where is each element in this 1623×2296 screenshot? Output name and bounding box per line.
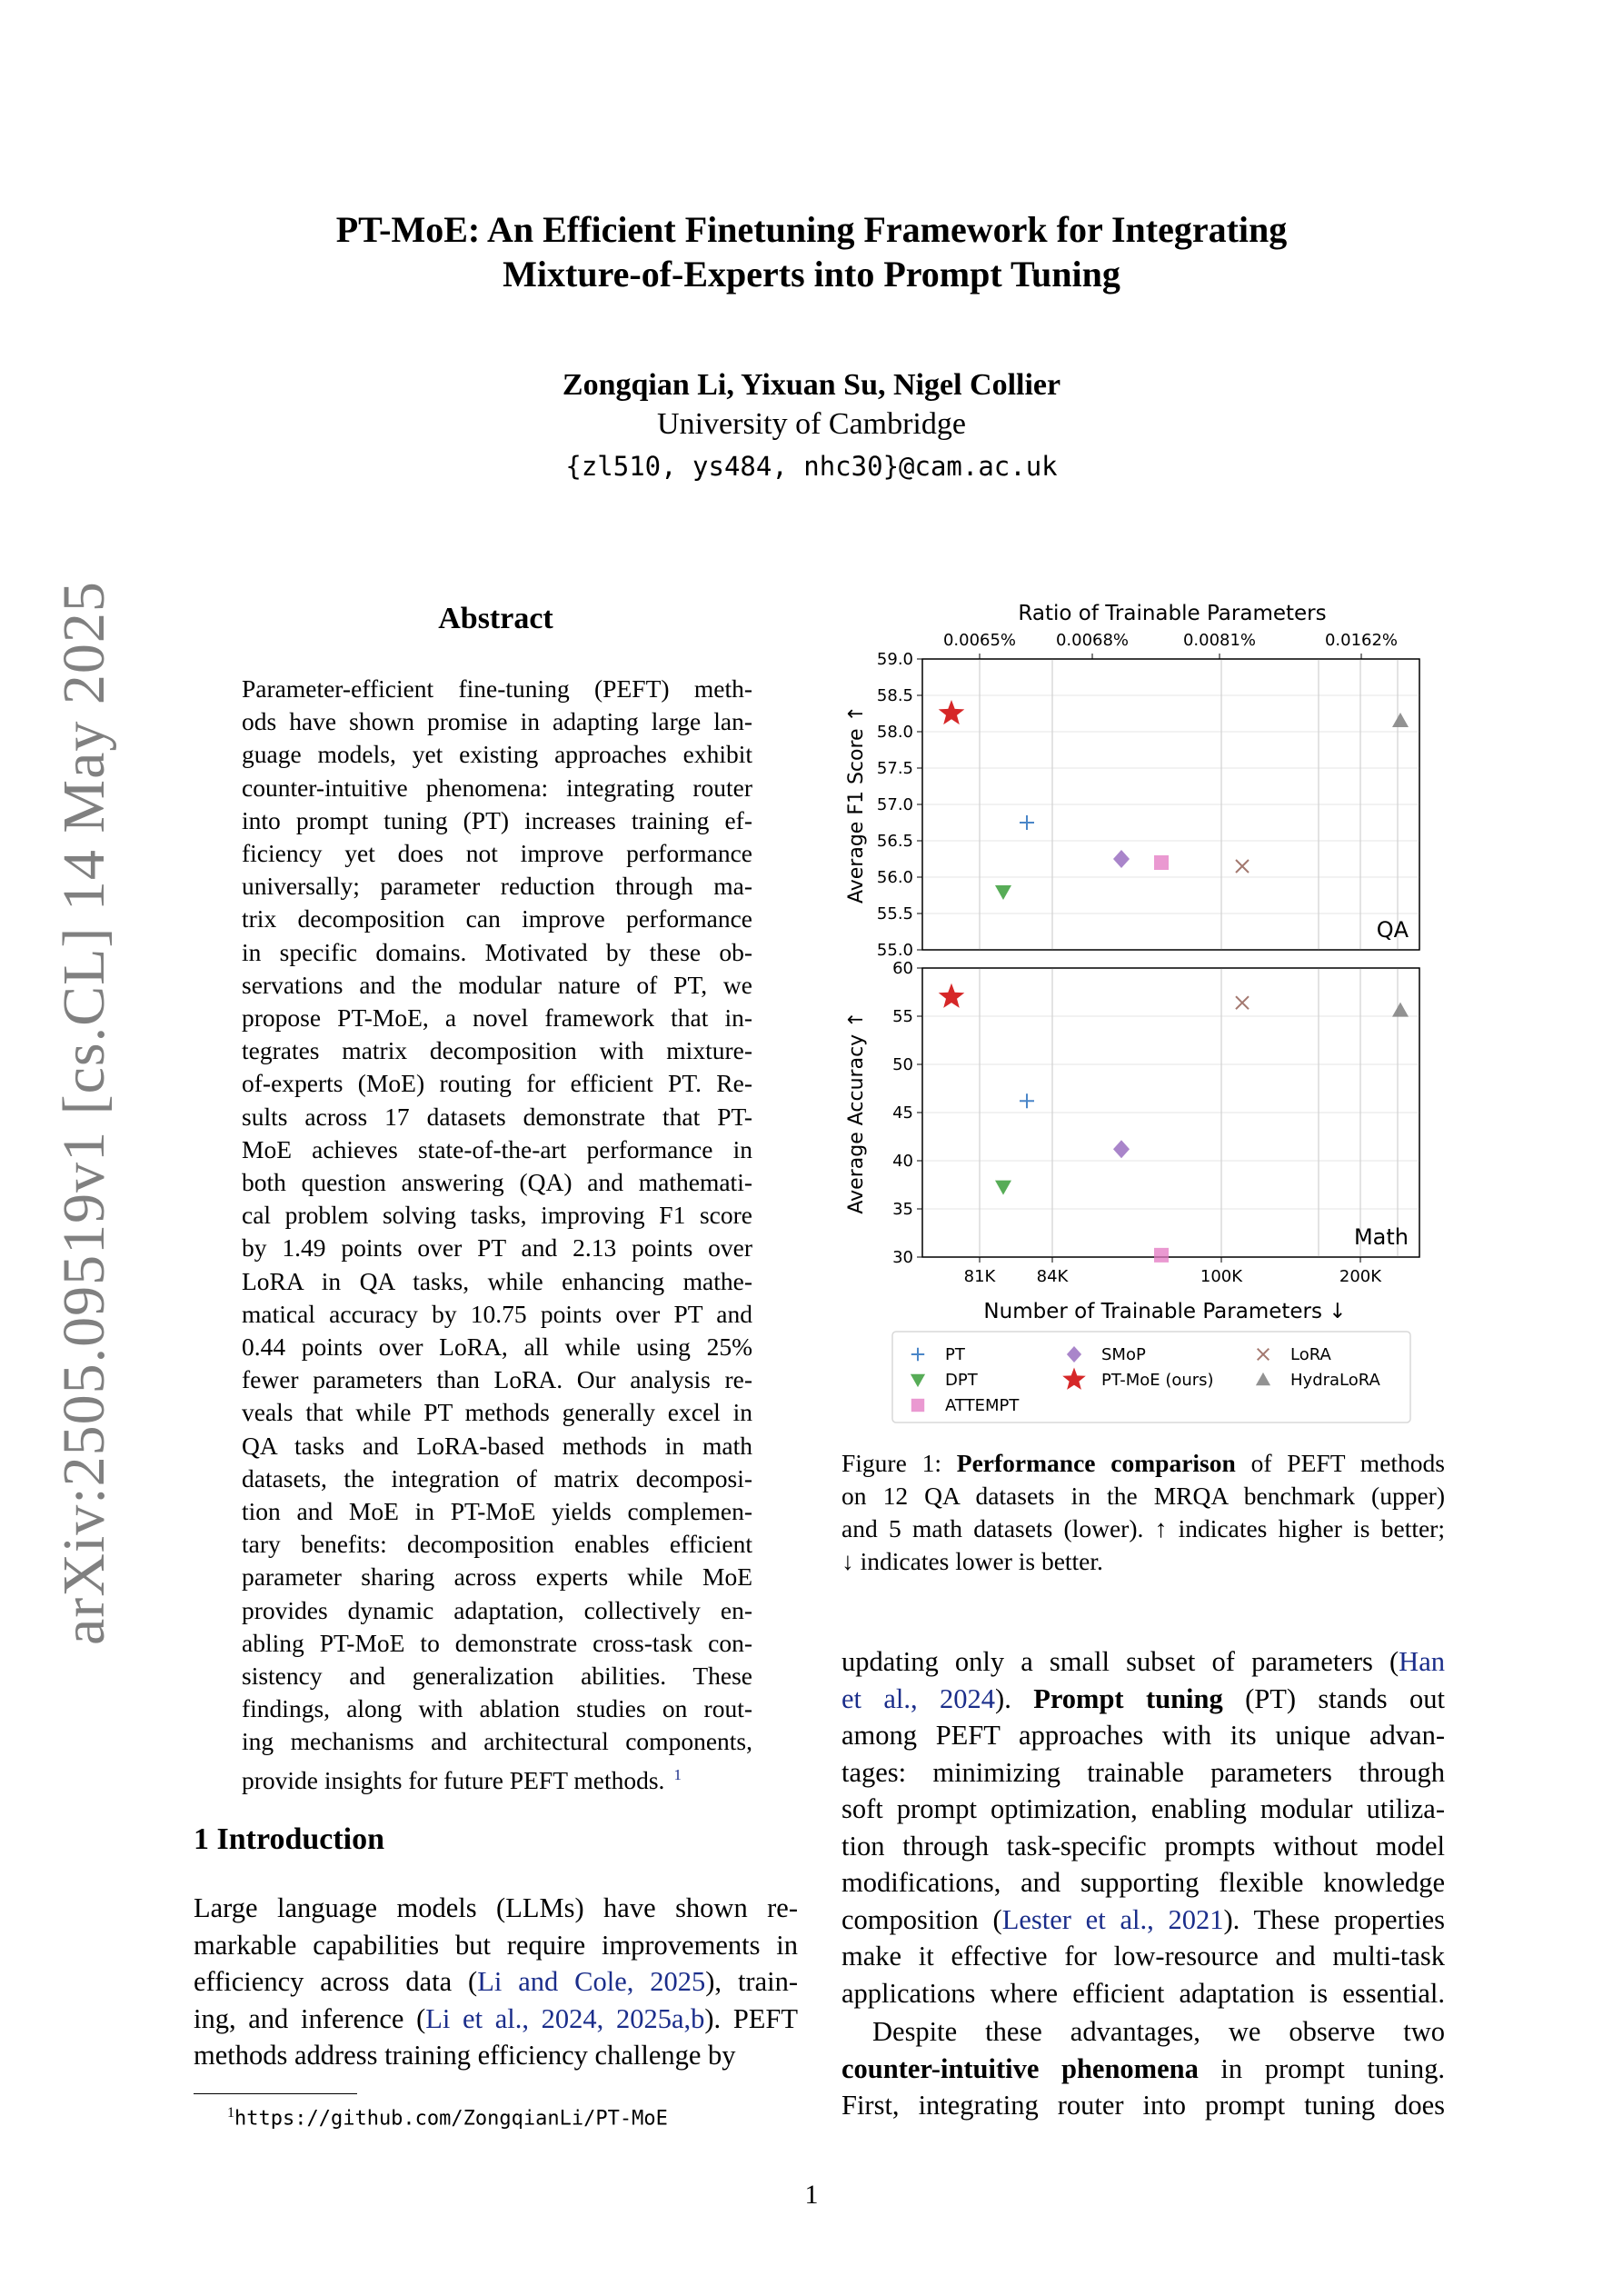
abstract-line: tary benefits: decomposition enables efficient <box>242 1530 752 1559</box>
abstract-line: provide insights for future PEFT methods. $^1$ <box>242 1765 682 1794</box>
abstract-heading: Abstract <box>438 602 553 635</box>
y-tick-label: 45 <box>892 1103 913 1123</box>
section-heading-introduction: 1 Introduction <box>194 1822 385 1856</box>
abstract-line: veals that while PT methods generally excel in <box>242 1398 752 1427</box>
abstract-line: trix decomposition can improve performance <box>242 904 752 933</box>
panel-label: Math <box>1353 1224 1409 1250</box>
y-tick-label: 55.0 <box>876 941 913 960</box>
body-line: among PEFT approaches with its unique advan- <box>841 1720 1445 1751</box>
abstract-line: propose PT-MoE, a novel framework that in- <box>242 1003 752 1032</box>
citation-link[interactable]: Li and Cole, 2025 <box>477 1966 706 1997</box>
body-line: First, integrating router into prompt tuning does <box>841 2090 1445 2121</box>
abstract-line: fewer parameters than LoRA. Our analysis re- <box>242 1365 752 1394</box>
panel-label: QA <box>1376 917 1409 943</box>
y-axis-label: Average F1 Score ↑ <box>845 704 868 904</box>
footnote-rule <box>194 2093 357 2094</box>
page-number: 1 <box>804 2180 819 2210</box>
abstract-line: by 1.49 points over PT and 2.13 points over <box>242 1233 752 1263</box>
top-axis-title: Ratio of Trainable Parameters <box>1018 602 1327 625</box>
abstract-line: QA tasks and LoRA-based methods in math <box>242 1431 752 1460</box>
author-block <box>0 365 1623 485</box>
body-line: modifications, and supporting flexible knowledge <box>841 1867 1445 1898</box>
citation-link[interactable]: Han <box>1399 1646 1445 1677</box>
attempt-marker <box>1154 855 1169 870</box>
abstract-line: datasets, the integration of matrix decomposi- <box>242 1463 752 1492</box>
y-tick-label: 35 <box>892 1200 913 1219</box>
intro-line: ing, and inference (Li et al., 2024, 2025a,b). PEFT <box>194 2003 798 2034</box>
abstract-line: parameter sharing across experts while MoE <box>242 1562 752 1592</box>
abstract-line: matical accuracy by 10.75 points over PT and <box>242 1299 752 1328</box>
abstract-line: MoE achieves state-of-the-art performance in <box>242 1134 752 1163</box>
footnote: $^1$https://github.com/ZongqianLi/PT-MoE <box>227 2105 668 2131</box>
y-tick-label: 58.5 <box>876 686 913 705</box>
body-line: Despite these advantages, we observe two <box>872 2016 1445 2047</box>
body-line: soft prompt optimization, enabling modular utiliza- <box>841 1793 1445 1824</box>
y-tick-label: 58.0 <box>876 723 913 742</box>
y-tick-label: 40 <box>892 1152 913 1171</box>
abstract-line: counter-intuitive phenomena: integrating router <box>242 773 752 802</box>
abstract-line: Parameter-efficient fine-tuning (PEFT) meth- <box>242 674 752 703</box>
chart-legend <box>892 1332 1410 1423</box>
abstract-line: ods have shown promise in adapting large lan- <box>242 707 752 736</box>
legend-label: HydraLoRA <box>1290 1371 1380 1390</box>
abstract-line: sults across 17 datasets demonstrate that PT- <box>242 1102 752 1131</box>
arxiv-identifier: arXiv:2505.09519v1 [cs.CL] 14 May 2025 <box>51 581 117 1645</box>
y-axis-label: Average Accuracy ↑ <box>845 1011 868 1214</box>
abstract-line: provides dynamic adaptation, collectively en- <box>242 1595 752 1624</box>
affiliation: University of Cambridge <box>657 407 966 441</box>
legend-label: ATTEMPT <box>945 1396 1020 1415</box>
top-tick-label: 0.0162% <box>1324 631 1399 650</box>
citation-link[interactable]: et al., 2024 <box>841 1683 996 1714</box>
author-names: Zongqian Li, Yixuan Su, Nigel Collier <box>562 368 1061 402</box>
x-axis-ticks <box>964 1257 1383 1286</box>
x-axis-label: Number of Trainable Parameters ↓ <box>983 1300 1347 1323</box>
citation-link[interactable]: Li et al., 2024, 2025a,b <box>425 2003 705 2034</box>
abstract-line: tion and MoE in PT-MoE yields complemen- <box>242 1497 752 1525</box>
title-line: PT-MoE: An Efficient Finetuning Framework for Integrating <box>335 209 1288 250</box>
y-tick-label: 50 <box>892 1055 913 1074</box>
y-tick-label: 57.0 <box>876 795 913 814</box>
legend-label: LoRA <box>1290 1345 1331 1364</box>
figure-caption-line: on 12 QA datasets in the MRQA benchmark (upper) <box>841 1482 1445 1510</box>
abstract-line: ficiency yet does not improve performance <box>242 839 752 867</box>
intro-line: efficiency across data (Li and Cole, 2025), train- <box>194 1966 798 1997</box>
abstract-line: servations and the modular nature of PT, we <box>242 970 752 999</box>
body-line: tion through task-specific prompts without model <box>841 1831 1445 1862</box>
y-tick-label: 55.5 <box>876 904 913 923</box>
abstract-line: into prompt tuning (PT) increases training ef- <box>242 805 752 834</box>
body-line: composition (Lester et al., 2021). These properties <box>841 1904 1445 1935</box>
legend-label: DPT <box>945 1371 978 1390</box>
footnote-marker[interactable]: 1 <box>673 1765 682 1783</box>
figure-caption-line: ↓ indicates lower is better. <box>841 1547 1103 1575</box>
title-line: Mixture-of-Experts into Prompt Tuning <box>503 254 1120 294</box>
top-tick-label: 0.0068% <box>1055 631 1130 650</box>
abstract-line: ing mechanisms and architectural components, <box>242 1727 752 1756</box>
body-line: tages: minimizing trainable parameters through <box>841 1757 1445 1788</box>
y-tick-label: 60 <box>892 959 913 978</box>
figure-caption-line: Figure 1: Performance comparison of PEFT methods <box>841 1449 1445 1477</box>
intro-line: methods address training efficiency challenge by <box>194 2040 736 2071</box>
legend-label: SMoP <box>1101 1345 1146 1364</box>
top-tick-label: 0.0081% <box>1182 631 1257 650</box>
x-tick-label: 100K <box>1200 1267 1243 1286</box>
y-tick-label: 56.0 <box>876 868 913 887</box>
abstract-line: cal problem solving tasks, improving F1 score <box>242 1201 752 1230</box>
x-tick-label: 81K <box>963 1267 996 1286</box>
abstract-line: universally; parameter reduction through ma- <box>242 872 752 901</box>
body-line: updating only a small subset of parameters (Han <box>841 1646 1445 1677</box>
legend-label: PT <box>945 1345 965 1364</box>
body-line: applications where efficient adaptation is essential. <box>841 1978 1445 2009</box>
x-tick-label: 200K <box>1339 1267 1382 1286</box>
performance-scatter-chart <box>836 600 1454 1427</box>
math-panel <box>845 959 1419 1267</box>
y-tick-label: 57.5 <box>876 759 913 778</box>
top-tick-label: 0.0065% <box>942 631 1017 650</box>
paper-title <box>0 207 1623 296</box>
figure-caption-line: and 5 math datasets (lower). ↑ indicates higher is better; <box>841 1514 1445 1542</box>
abstract-line: findings, along with ablation studies on rout- <box>242 1694 752 1723</box>
attempt-marker <box>1154 1248 1169 1263</box>
abstract-line: LoRA in QA tasks, while enhancing mathe- <box>242 1266 752 1295</box>
y-tick-label: 55 <box>892 1007 913 1026</box>
figure-1 <box>836 600 1454 1427</box>
abstract-line: in specific domains. Motivated by these ob- <box>242 937 752 966</box>
abstract-line: of-experts (MoE) routing for efficient PT. Re- <box>242 1069 752 1098</box>
body-line: counter-intuitive phenomena in prompt tuning. <box>841 2053 1446 2084</box>
abstract-line: both question answering (QA) and mathemati- <box>242 1168 752 1196</box>
x-tick-label: 84K <box>1036 1267 1069 1286</box>
footnote-url[interactable]: https://github.com/ZongqianLi/PT-MoE <box>234 2107 668 2131</box>
top-axis-ticks <box>943 631 1398 659</box>
qa-panel <box>845 650 1419 960</box>
intro-line: Large language models (LLMs) have shown re- <box>194 1892 798 1923</box>
legend-label: PT-MoE (ours) <box>1101 1371 1214 1390</box>
abstract-line: abling PT-MoE to demonstrate cross-task con- <box>242 1628 752 1657</box>
y-tick-label: 30 <box>892 1248 913 1267</box>
abstract-line: tegrates matrix decomposition with mixture- <box>242 1036 752 1065</box>
author-emails: {zl510, ys484, nhc30}@cam.ac.uk <box>565 451 1058 482</box>
body-line: et al., 2024). Prompt tuning (PT) stands out <box>841 1683 1445 1714</box>
abstract-line: guage models, yet existing approaches exhibit <box>242 740 752 769</box>
abstract-line: 0.44 points over LoRA, all while using 25% <box>242 1333 752 1361</box>
y-tick-label: 56.5 <box>876 832 913 851</box>
citation-link[interactable]: Lester et al., 2021 <box>1001 1904 1224 1935</box>
intro-line: markable capabilities but require improvements in <box>194 1930 798 1961</box>
y-tick-label: 59.0 <box>876 650 913 669</box>
attempt-marker <box>911 1399 924 1412</box>
body-line: make it effective for low-resource and multi-task <box>841 1941 1445 1972</box>
abstract-line: sistency and generalization abilities. These <box>242 1662 752 1690</box>
